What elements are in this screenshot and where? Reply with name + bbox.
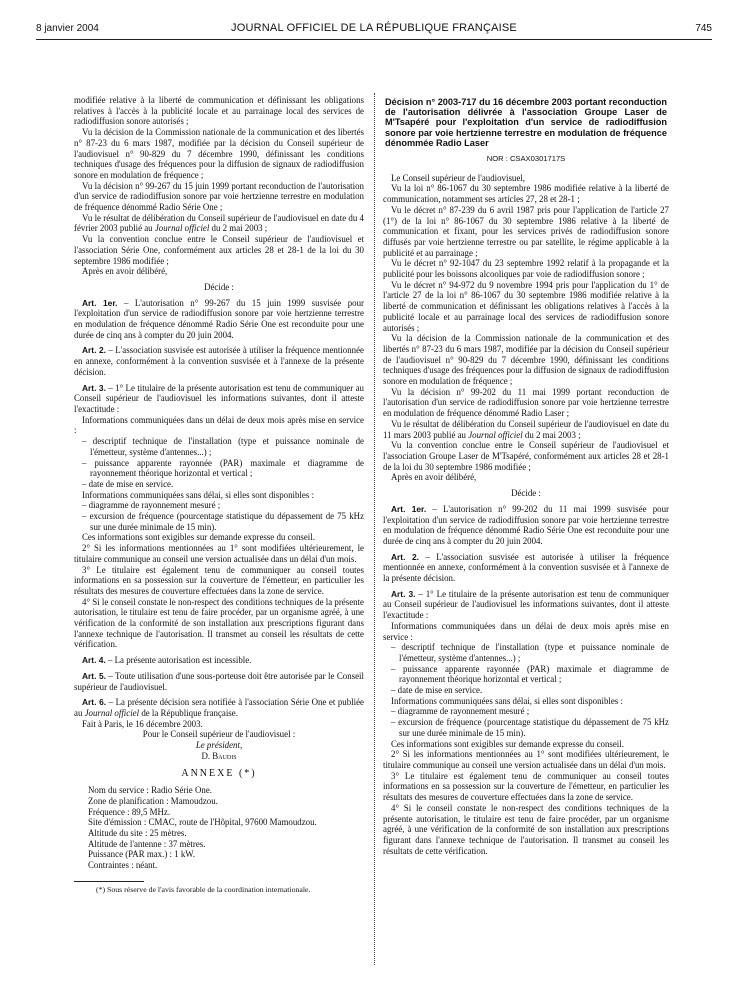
article-text: – La présente décision sera notifiée à l'association Série One et publiée au <box>74 697 364 718</box>
decision-title: Décision n° 2003-717 du 16 décembre 2003 portant reconduction de l'autorisation délivrée à l'association Groupe Laser de M'Tsapéré pour l'exploitation d'un service de radiodiffusion sonore par voie hertzienne terrestre en modulation de fréquence dénommée Radio Laser <box>385 97 667 148</box>
annexe-item: Altitude de l'antenne : 37 mètres. <box>88 838 206 849</box>
paragraph: modifiée relative à la liberté de communication et définissant les obligations relatives à l'accès à la publicité locale et au parrainage local des services de radiodiffusion sonore autorisés ; <box>74 95 364 127</box>
list-item: – date de mise en service. <box>383 685 669 696</box>
article-1 <box>383 504 669 547</box>
paragraph: Vu le décret n° 94-972 du 9 novembre 1994 pris pour l'application du 1° de l'article 27 de la loi n° 86-1067 du 30 septembre 1986 modifiée relative à la liberté de communication et définissant les obligations relatives à l'accès à la publicité locale et au parrainage local des services de radiodiffusion sonore autorisés ; <box>383 279 669 333</box>
list-item: – descriptif technique de l'installation (type et puissance nominale de l'émetteur, système d'antennes...) ; <box>383 642 669 663</box>
article-2 <box>74 345 364 377</box>
annexe-item: Nom du service : Radio Série One. <box>88 785 212 796</box>
annexe-list <box>74 785 364 871</box>
signature-for: Pour le Conseil supérieur de l'audiovisuel : <box>142 729 296 740</box>
paragraph: Après en avoir délibéré, <box>391 472 477 483</box>
column-divider <box>374 93 375 965</box>
paragraph: Informations communiquées sans délai, si elles sont disponibles : <box>391 695 623 706</box>
article-text: – Toute utilisation d'une sous-porteuse doit être autorisée par le Conseil supérieur de l'audiovisuel. <box>74 670 364 692</box>
list-item: – diagramme de rayonnement mesuré ; <box>74 500 364 511</box>
annexe-item: Altitude du site : 25 mètres. <box>88 828 187 838</box>
article-label: Art. 3. <box>82 382 106 393</box>
journal-ref: Journal officiel <box>468 429 523 440</box>
annexe-item: Zone de planification : Mamoudzou. <box>88 795 218 806</box>
list-item: – date de mise en service. <box>74 479 364 490</box>
journal-title: JOURNAL OFFICIEL DE LA RÉPUBLIQUE FRANÇAISE <box>231 22 517 34</box>
article-label: Art. 1er. <box>82 297 118 308</box>
paragraph: Informations communiquées dans un délai de deux mois après mise en service : <box>383 620 669 642</box>
article-text: de la République française. <box>139 707 238 718</box>
paragraph: Vu la convention conclue entre le Conseil supérieur de l'audiovisuel et l'association Groupe Laser de M'Tsapéré, conformément aux articles 28 et 28-1 de la loi du 30 septembre 1986 modifiée ; <box>383 440 669 472</box>
text-span: Vu le résultat de délibération du Conseil supérieur de l'audiovisuel en date du 11 mars 2003 publié au <box>383 418 669 440</box>
nor-reference: NOR : CSAX0301717S <box>486 154 566 164</box>
paragraph: Vu la loi n° 86-1067 du 30 septembre 1986 modifiée relative à la liberté de communication, notamment ses articles 27, 28 et 28-1 ; <box>383 183 669 205</box>
signature-title-text: Le président, <box>195 740 243 751</box>
article-text: – L'association susvisée est autorisée à utiliser la fréquence mentionnée en annexe, conformément à la convention susvisée et à l'annexe de la présente décision. <box>383 551 669 584</box>
article-label: Art. 6. <box>82 697 107 708</box>
article-label: Art. 3. <box>391 588 416 599</box>
info-list <box>74 500 364 532</box>
paragraph <box>74 213 364 234</box>
paragraph: Vu la convention conclue entre le Conseil supérieur de l'audiovisuel et l'association Série One, conformément aux articles 28 et 28-1 de la loi du 30 septembre 1986 modifiée ; <box>74 234 364 266</box>
footnote-rule <box>74 881 144 882</box>
paragraph: Vu la décision n° 99-202 du 11 mai 1999 portant reconduction de l'autorisation d'un service de radiodiffusion sonore par voie hertzienne terrestre en modulation de fréquence dénommé Radio Laser ; <box>383 386 669 419</box>
page-header <box>36 20 712 36</box>
paragraph: 4° Si le conseil constate le non-respect des conditions techniques de la présente autorisation, le titulaire est tenu de faire procéder, par un organisme agréé, à une vérification de la conformité de son installation aux prescriptions figurant dans l'annexe technique de l'autorisation. Il transmet au conseil les résultats de cette vérification. <box>383 802 669 856</box>
header-rule <box>36 39 712 40</box>
article-label: Art. 5. <box>82 670 106 681</box>
paragraph: 2° Si les informations mentionnées au 1° sont modifiées ultérieurement, le titulaire communique au conseil une version actualisée dans un délai d'un mois. <box>383 749 669 770</box>
right-column <box>383 97 669 856</box>
decide-heading: Décide : <box>204 281 234 292</box>
journal-ref: Journal officiel <box>84 707 140 718</box>
paragraph: Vu le décret n° 92-1047 du 23 septembre 1992 relatif à la propagande et la publicité pour les boissons alcooliques par voie de radiodiffusion sonore ; <box>383 258 669 280</box>
paragraph: Le Conseil supérieur de l'audiovisuel, <box>391 172 525 183</box>
article-2 <box>383 552 669 584</box>
paragraph: 2° Si les informations mentionnées au 1° sont modifiées ultérieurement, le titulaire communique au conseil une version actualisée dans un délai d'un mois. <box>74 543 364 564</box>
article-text: – 1° Le titulaire de la présente autorisation est tenu de communiquer au Conseil supérieur de l'audiovisuel les informations suivantes, dont il atteste l'exactitude : <box>383 588 669 621</box>
footnote: (*) Sous réserve de l'avis favorable de la coordination internationale. <box>96 884 311 894</box>
paragraph: 3° Le titulaire est également tenu de communiquer au conseil toutes informations en sa possession sur la couverture de l'émetteur, en particulier les résultats des mesures de couverture effectuées dans la zone de service. <box>383 770 669 803</box>
article-text: – 1° Le titulaire de la présente autorisation est tenu de communiquer au Conseil supérieur de l'audiovisuel les informations suivantes, dont il atteste l'exactitude : <box>74 382 364 414</box>
article-3 <box>383 589 669 621</box>
paragraph: Ces informations sont exigibles sur demande expresse du conseil. <box>391 738 624 749</box>
annexe-item: Site d'émission : CMAC, route de l'Hôpital, 97600 Mamoudzou. <box>88 817 317 828</box>
decide-heading: Décide : <box>511 488 541 499</box>
annexe-item: Contraintes : néant. <box>88 860 158 871</box>
article-text: – L'autorisation n° 99-202 du 11 mai 1999 susvisée pour l'exploitation d'un service de radiodiffusion sonore par voie hertzienne terrestre en modulation de fréquence dénommé Radio Série One est reconduite pour une durée de cinq ans à compter du 20 juin 2004. <box>383 503 669 546</box>
journal-ref: Journal officiel <box>154 223 210 234</box>
article-6 <box>74 697 364 718</box>
article-text: – L'autorisation n° 99-267 du 15 juin 1999 susvisée pour l'exploitation d'un service de radiodiffusion sonore par voie hertzienne terrestre en modulation de fréquence dénommé Radio Série One est reconduite pour une durée de cinq ans à compter du 20 juin 2004. <box>74 297 364 340</box>
signature-block <box>74 729 364 761</box>
list-item: – descriptif technique de l'installation (type et puissance nominale de l'émetteur, système d'antennes...) ; <box>74 436 364 457</box>
article-label: Art. 2. <box>391 551 419 562</box>
list-item: – excursion de fréquence (pourcentage statistique du dépassement de 75 kHz sur une durée minimale de 15 min). <box>74 511 364 532</box>
page-number: 745 <box>695 23 712 34</box>
paragraph: Informations communiquées dans un délai de deux mois après mise en service : <box>74 414 364 436</box>
paragraph <box>383 419 669 440</box>
text-span: du 2 mai 2003 ; <box>522 429 581 440</box>
paragraph: Vu la décision n° 99-267 du 15 juin 1999 portant reconduction de l'autorisation d'un service de radiodiffusion sonore par voie hertzienne terrestre en modulation de fréquence dénommé Radio Série One ; <box>74 180 364 213</box>
article-1 <box>74 298 364 341</box>
article-3 <box>74 383 364 415</box>
list-item: – excursion de fréquence (pourcentage statistique du dépassement de 75 kHz sur une durée minimale de 15 min). <box>383 717 669 738</box>
header-date: 8 janvier 2004 <box>36 23 99 34</box>
annexe-item: Puissance (PAR max.) : 1 kW. <box>88 849 196 860</box>
text-span: Vu le résultat de délibération du Conseil supérieur de l'audiovisuel en date du 4 février 2003 publié au <box>74 212 364 234</box>
signature-name: D. Baudis <box>201 750 237 761</box>
paragraph: 3° Le titulaire est également tenu de communiquer au conseil toutes informations en sa possession sur la couverture de l'émetteur, en particulier les résultats des mesures de couverture effectuées dans la zone de service. <box>74 564 364 596</box>
paragraph: Informations communiquées sans délai, si elles sont disponibles : <box>82 489 314 500</box>
signature-title <box>74 740 364 751</box>
paragraph: Après en avoir délibéré, <box>82 266 168 277</box>
article-text: – La présente autorisation est incessible. <box>105 655 252 666</box>
info-list <box>383 706 669 738</box>
list-item: – puissance apparente rayonnée (PAR) maximale et diagramme de rayonnement théorique horizontal et vertical ; <box>74 458 364 479</box>
left-column <box>74 95 364 894</box>
signature-place-date: Fait à Paris, le 16 décembre 2003. <box>82 718 203 729</box>
paragraph: Vu la décision de la Commission nationale de la communication et des libertés n° 87-23 du 6 mars 1987, modifiée par la décision du Conseil supérieur de l'audiovisuel n° 90-829 du 7 décembre 1990, définissant les conditions techniques d'usage des fréquences pour la diffusion de signaux de radiodiffusion sonore en modulation de fréquence ; <box>383 333 669 387</box>
info-list <box>74 436 364 490</box>
article-label: Art. 4. <box>82 655 106 666</box>
annexe-title: ANNEXE (*) <box>181 768 257 780</box>
text-span: du 2 mai 2003 ; <box>209 223 268 234</box>
list-item: – puissance apparente rayonnée (PAR) maximale et diagramme de rayonnement théorique horizontal et vertical ; <box>383 664 669 685</box>
paragraph: 4° Si le conseil constate le non-respect des conditions techniques de la présente autorisation, le titulaire est tenu de faire procéder, par un organisme agréé, à une vérification de la conformité de son installation aux prescriptions figurant dans l'annexe technique de l'autorisation. Il transmet au conseil les résultats de cette vérification. <box>74 596 364 650</box>
article-label: Art. 1er. <box>391 503 427 514</box>
article-label: Art. 2. <box>82 345 106 356</box>
annexe-item: Fréquence : 89,5 MHz. <box>88 806 171 817</box>
info-list <box>383 642 669 696</box>
paragraph: Vu la décision de la Commission nationale de la communication et des libertés n° 87-23 du 6 mars 1987, modifiée par la décision du Conseil supérieur de l'audiovisuel n° 90-829 du 7 décembre 1990, définissant les conditions techniques d'usage des fréquences pour la diffusion de signaux de radiodiffusion sonore en modulation de fréquence ; <box>74 127 364 180</box>
paragraph: Ces informations sont exigibles sur demande expresse du conseil. <box>82 532 315 543</box>
article-4 <box>74 655 364 666</box>
article-5 <box>74 671 364 692</box>
paragraph: Vu le décret n° 87-239 du 6 avril 1987 pris pour l'application de l'article 27 (1°) de la loi n° 86-1067 du 30 septembre 1986 relative à la liberté de communication et fixant, pour les services privés de radiodiffusion sonore diffusés par voie hertzienne terrestre ou par satellite, le régime applicable à la publicité et au parrainage ; <box>383 204 669 258</box>
list-item: – diagramme de rayonnement mesuré ; <box>383 706 669 717</box>
article-text: – L'association susvisée est autorisée à utiliser la fréquence mentionnée en annexe, conformément à la convention susvisée et à l'annexe de la présente décision. <box>74 345 364 377</box>
